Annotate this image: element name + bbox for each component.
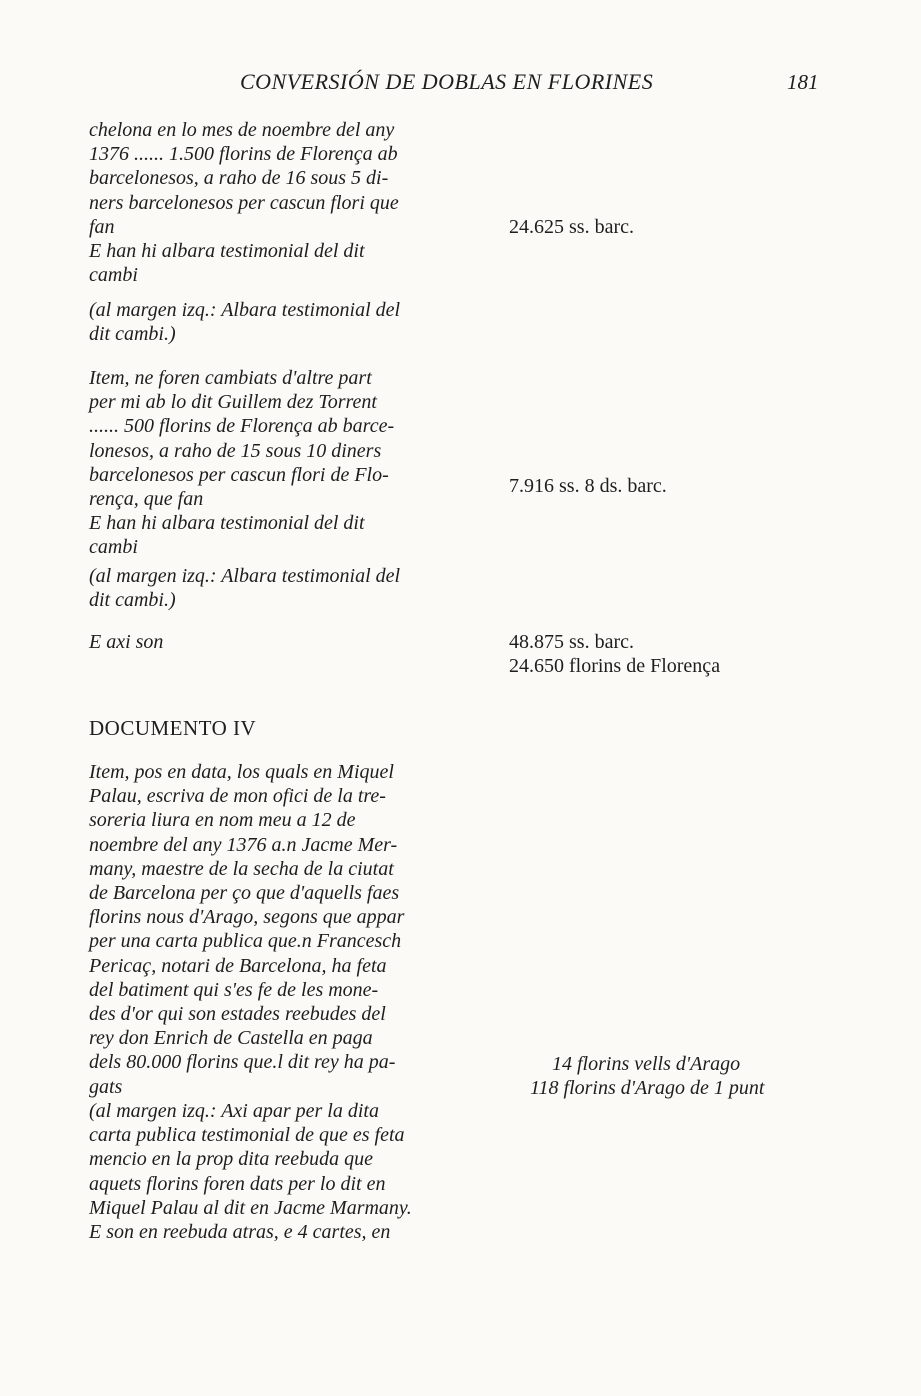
text-line: dit cambi.) — [89, 323, 176, 346]
text-line: soreria liura en nom meu a 12 de — [89, 809, 356, 832]
text-line: 1376 ...... 1.500 florins de Florença ab — [89, 143, 398, 166]
text-line: (al margen izq.: Albara testimonial del — [89, 565, 401, 587]
text-line: florins nous d'Arago, segons que appar — [89, 906, 405, 929]
total-amount-line: 48.875 ss. barc. — [509, 631, 634, 653]
text-line: cambi — [89, 264, 138, 287]
text-line: Item, ne foren cambiats d'altre part — [89, 367, 372, 389]
page-number: 181 — [787, 70, 819, 94]
text-line: gats — [89, 1075, 123, 1098]
entry-paragraph-1 — [89, 118, 464, 287]
text-line: mencio en la prop dita reebuda que — [89, 1148, 374, 1171]
text-line: many, maestre de la secha de la ciutat — [89, 857, 394, 880]
text-line: Palau, escriva de mon ofici de la tre- — [89, 785, 386, 808]
text-line: Miquel Palau al dit en Jacme Marmany. — [89, 1196, 412, 1219]
text-line: lonesos, a raho de 15 sous 10 diners — [89, 439, 382, 462]
text-line: cambi — [89, 536, 138, 559]
text-line: E han hi albara testimonial del dit — [89, 512, 365, 535]
total-amount — [509, 630, 720, 678]
text-line: barcelonesos, a raho de 16 sous 5 di- — [89, 167, 389, 190]
section-heading: DOCUMENTO IV — [89, 716, 257, 740]
text-line: E axi son — [89, 631, 164, 653]
text-line: rença, que fan — [89, 488, 204, 511]
text-line: E han hi albara testimonial del dit — [89, 240, 365, 263]
text-line: barcelonesos per cascun flori de Flo- — [89, 463, 389, 486]
margin-note-3 — [89, 1099, 464, 1244]
text-line: Pericaç, notari de Barcelona, ha feta — [89, 954, 387, 977]
text-line: fan — [89, 215, 115, 238]
text-line: de Barcelona per ço que d'aquells faes — [89, 882, 400, 905]
text-line: ...... 500 florins de Florença ab barce- — [89, 415, 395, 438]
entry-paragraph-3 — [89, 760, 464, 1099]
text-line: del batiment qui s'es fe de les mone- — [89, 978, 379, 1001]
text-line: chelona en lo mes de noembre del any — [89, 119, 395, 141]
running-title: CONVERSIÓN DE DOBLAS EN FLORINES — [240, 69, 654, 94]
text-line: carta publica testimonial de que es feta — [89, 1124, 405, 1147]
text-line: E son en reebuda atras, e 4 cartes, en — [89, 1221, 391, 1244]
text-line: noembre del any 1376 a.n Jacme Mer- — [89, 833, 398, 856]
amount-3 — [530, 1052, 764, 1100]
text-line: (al margen izq.: Axi apar per la dita — [89, 1100, 379, 1122]
text-line: Item, pos en data, los quals en Miquel — [89, 761, 394, 783]
text-line: dit cambi.) — [89, 589, 176, 612]
text-line: per una carta publica que.n Francesch — [89, 930, 402, 953]
text-line: aquets florins foren dats per lo dit en — [89, 1172, 386, 1195]
amount-line: 14 florins vells d'Arago — [552, 1053, 741, 1075]
margin-note-2 — [89, 564, 464, 612]
total-amount-line: 24.650 florins de Florença — [509, 655, 721, 678]
text-line: des d'or qui son estades reebudes del — [89, 1003, 386, 1026]
margin-note-1 — [89, 298, 464, 346]
text-line: dels 80.000 florins que.l dit rey ha pa- — [89, 1051, 396, 1074]
total-label — [89, 630, 464, 654]
text-line: rey don Enrich de Castella en paga — [89, 1027, 373, 1050]
amount-1: 24.625 ss. barc. — [509, 216, 634, 238]
text-line: per mi ab lo dit Guillem dez Torrent — [89, 391, 377, 414]
entry-paragraph-2 — [89, 366, 464, 560]
text-line: (al margen izq.: Albara testimonial del — [89, 299, 401, 321]
amount-line: 118 florins d'Arago de 1 punt — [530, 1077, 765, 1100]
amount-2: 7.916 ss. 8 ds. barc. — [509, 475, 667, 497]
text-line: ners barcelonesos per cascun flori que — [89, 191, 399, 214]
